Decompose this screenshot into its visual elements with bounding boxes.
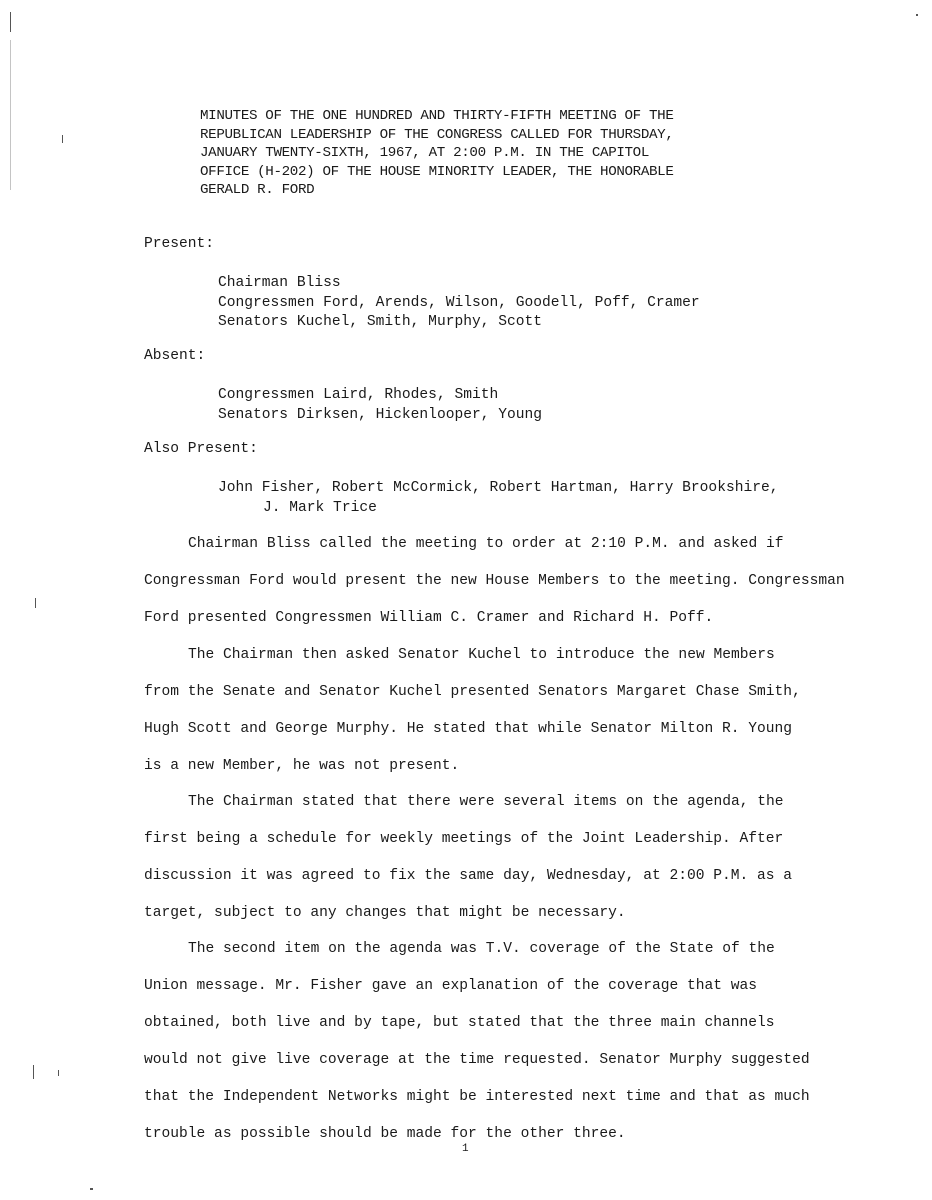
scan-mark [10, 40, 11, 190]
paragraph-line: The Chairman stated that there were several items on the agenda, the [188, 794, 784, 810]
paragraph-line: Hugh Scott and George Murphy. He stated that while Senator Milton R. Young [144, 721, 793, 737]
absent-list [218, 386, 542, 425]
paragraph [144, 526, 894, 637]
paragraph-line: first being a schedule for weekly meetings of the Joint Leadership. After [144, 831, 784, 847]
paragraph-line: trouble as possible should be made for the other three. [144, 1126, 626, 1142]
scan-mark [10, 12, 11, 32]
absent-label: Absent: [144, 348, 206, 364]
scan-mark [35, 598, 36, 608]
scan-mark [90, 1188, 93, 1190]
paragraph-line: discussion it was agreed to fix the same day, Wednesday, at 2:00 P.M. as a [144, 868, 793, 884]
paragraph-line: obtained, both live and by tape, but stated that the three main channels [144, 1015, 775, 1031]
heading-line: REPUBLICAN LEADERSHIP OF THE CONGRESS CALLED FOR THURSDAY, [200, 126, 674, 143]
present-line: Chairman Bliss [218, 275, 341, 291]
paragraph [144, 931, 894, 1153]
also-present-line: John Fisher, Robert McCormick, Robert Hartman, Harry Brookshire, [218, 480, 779, 496]
paragraph-line: target, subject to any changes that might be necessary. [144, 905, 626, 921]
present-list [218, 274, 700, 333]
absent-line: Congressmen Laird, Rhodes, Smith [218, 387, 499, 403]
paragraph-line: The Chairman then asked Senator Kuchel to introduce the new Members [188, 647, 775, 663]
paragraph-line: Union message. Mr. Fisher gave an explanation of the coverage that was [144, 978, 758, 994]
paragraph-line: from the Senate and Senator Kuchel presented Senators Margaret Chase Smith, [144, 684, 801, 700]
heading-line: JANUARY TWENTY-SIXTH, 1967, AT 2:00 P.M. IN THE CAPITOL [200, 145, 650, 162]
page-number: 1 [462, 1143, 469, 1155]
scan-mark [62, 135, 63, 143]
paragraph-line: Congressman Ford would present the new House Members to the meeting. Congressman [144, 573, 845, 589]
present-line: Senators Kuchel, Smith, Murphy, Scott [218, 314, 543, 330]
minutes-heading [200, 107, 760, 200]
also-present-label: Also Present: [144, 441, 258, 457]
scan-mark [33, 1065, 34, 1079]
scan-mark [916, 14, 918, 16]
paragraph-line: Chairman Bliss called the meeting to order at 2:10 P.M. and asked if [188, 536, 784, 552]
paragraph-line: The second item on the agenda was T.V. coverage of the State of the [188, 941, 775, 957]
heading-line: GERALD R. FORD [200, 182, 315, 199]
paragraph [144, 637, 894, 785]
present-line: Congressmen Ford, Arends, Wilson, Goodell, Poff, Cramer [218, 294, 700, 311]
paragraph-line: is a new Member, he was not present. [144, 758, 460, 774]
also-present-list [218, 479, 779, 518]
paragraph-line: would not give live coverage at the time requested. Senator Murphy suggested [144, 1052, 810, 1068]
present-label: Present: [144, 236, 215, 252]
absent-line: Senators Dirksen, Hickenlooper, Young [218, 406, 543, 423]
heading-line: MINUTES OF THE ONE HUNDRED AND THIRTY-FIFTH MEETING OF THE [200, 108, 674, 124]
paragraph-line: that the Independent Networks might be interested next time and that as much [144, 1089, 810, 1105]
paragraph [144, 784, 894, 932]
also-present-line: J. Mark Trice [263, 499, 377, 516]
heading-line: OFFICE (H-202) OF THE HOUSE MINORITY LEADER, THE HONORABLE [200, 163, 674, 180]
paragraph-line: Ford presented Congressmen William C. Cramer and Richard H. Poff. [144, 610, 714, 626]
scan-mark [58, 1070, 59, 1076]
